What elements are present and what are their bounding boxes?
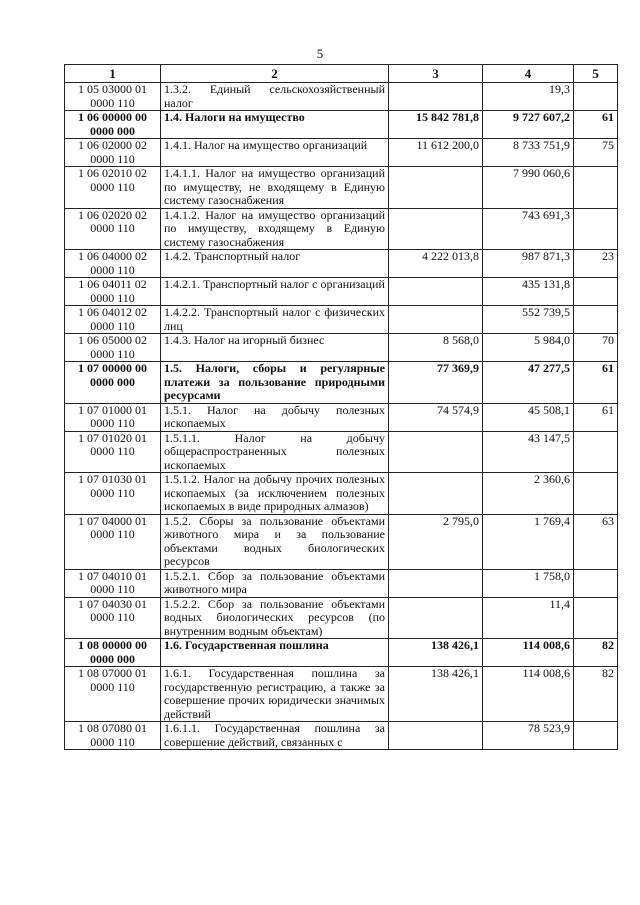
row-fact-value: 114 008,6 [483, 639, 574, 667]
row-percent [574, 722, 618, 750]
row-code: 1 05 03000 01 0000 110 [65, 83, 161, 111]
col-header-4: 4 [483, 65, 574, 83]
row-percent: 82 [574, 639, 618, 667]
row-name: 1.5.1. Налог на добычу полезных ископаемых [161, 403, 389, 431]
row-code: 1 06 04000 02 0000 110 [65, 250, 161, 278]
row-plan-value: 74 574,9 [389, 403, 483, 431]
row-name: 1.4.2.1. Транспортный налог с организаций [161, 278, 389, 306]
table-row [65, 167, 618, 209]
row-name: 1.5.2. Сборы за пользование объектами животного мира и за пользование объектами водных биологических ресурсов [161, 514, 389, 569]
table-row [65, 83, 618, 111]
table-row [65, 722, 618, 750]
table-row [65, 139, 618, 167]
row-percent [574, 278, 618, 306]
row-fact-value: 19,3 [483, 83, 574, 111]
row-name: 1.4.1.2. Налог на имущество организаций по имуществу, входящему в Единую систему газоснабжения [161, 208, 389, 250]
row-percent: 70 [574, 334, 618, 362]
row-code: 1 06 00000 00 0000 000 [65, 111, 161, 139]
table-row [65, 334, 618, 362]
row-percent [574, 431, 618, 473]
row-fact-value: 11,4 [483, 597, 574, 639]
row-percent: 61 [574, 403, 618, 431]
row-name: 1.5.1.1. Налог на добычу общераспространенных полезных ископаемых [161, 431, 389, 473]
row-plan-value [389, 431, 483, 473]
table-row [65, 514, 618, 569]
row-fact-value: 7 990 060,6 [483, 167, 574, 209]
row-name: 1.5.2.2. Сбор за пользование объектами водных биологических ресурсов (по внутренним водным объектам) [161, 597, 389, 639]
row-percent [574, 167, 618, 209]
row-fact-value: 43 147,5 [483, 431, 574, 473]
row-percent: 61 [574, 111, 618, 139]
col-header-1: 1 [65, 65, 161, 83]
row-code: 1 06 02010 02 0000 110 [65, 167, 161, 209]
table-row [65, 569, 618, 597]
row-code: 1 07 04030 01 0000 110 [65, 597, 161, 639]
table-row [65, 403, 618, 431]
row-fact-value: 47 277,5 [483, 362, 574, 404]
table-row [65, 278, 618, 306]
row-fact-value: 743 691,3 [483, 208, 574, 250]
row-plan-value [389, 722, 483, 750]
row-percent [574, 597, 618, 639]
row-name: 1.6. Государственная пошлина [161, 639, 389, 667]
table-row [65, 250, 618, 278]
table-row [65, 208, 618, 250]
row-fact-value: 114 008,6 [483, 667, 574, 722]
row-plan-value [389, 208, 483, 250]
row-plan-value [389, 278, 483, 306]
row-fact-value: 9 727 607,2 [483, 111, 574, 139]
col-header-5: 5 [574, 65, 618, 83]
row-fact-value: 435 131,8 [483, 278, 574, 306]
row-name: 1.4.1.1. Налог на имущество организаций по имуществу, не входящему в Единую систему газоснабжения [161, 167, 389, 209]
row-fact-value: 1 758,0 [483, 569, 574, 597]
row-code: 1 07 00000 00 0000 000 [65, 362, 161, 404]
row-code: 1 07 01020 01 0000 110 [65, 431, 161, 473]
row-code: 1 07 04000 01 0000 110 [65, 514, 161, 569]
row-name: 1.5.2.1. Сбор за пользование объектами животного мира [161, 569, 389, 597]
row-plan-value: 2 795,0 [389, 514, 483, 569]
table-row [65, 473, 618, 515]
row-plan-value [389, 597, 483, 639]
row-name: 1.4. Налоги на имущество [161, 111, 389, 139]
row-name: 1.6.1. Государственная пошлина за государственную регистрацию, а также за совершение прочих юридически значимых действий [161, 667, 389, 722]
header-row [65, 65, 618, 83]
row-code: 1 08 07080 01 0000 110 [65, 722, 161, 750]
row-plan-value: 77 369,9 [389, 362, 483, 404]
row-plan-value: 4 222 013,8 [389, 250, 483, 278]
row-plan-value: 138 426,1 [389, 639, 483, 667]
row-code: 1 06 04012 02 0000 110 [65, 306, 161, 334]
row-fact-value: 2 360,6 [483, 473, 574, 515]
row-plan-value: 15 842 781,8 [389, 111, 483, 139]
row-fact-value: 987 871,3 [483, 250, 574, 278]
row-code: 1 07 04010 01 0000 110 [65, 569, 161, 597]
row-fact-value: 5 984,0 [483, 334, 574, 362]
row-name: 1.4.1. Налог на имущество организаций [161, 139, 389, 167]
table-row [65, 639, 618, 667]
row-percent [574, 569, 618, 597]
row-plan-value [389, 306, 483, 334]
row-percent: 75 [574, 139, 618, 167]
table-body [65, 83, 618, 750]
row-code: 1 06 02020 02 0000 110 [65, 208, 161, 250]
row-name: 1.6.1.1. Государственная пошлина за совершение действий, связанных с [161, 722, 389, 750]
row-percent: 61 [574, 362, 618, 404]
row-plan-value [389, 473, 483, 515]
row-percent: 82 [574, 667, 618, 722]
row-code: 1 07 01030 01 0000 110 [65, 473, 161, 515]
table-row [65, 306, 618, 334]
row-plan-value: 8 568,0 [389, 334, 483, 362]
row-code: 1 06 05000 02 0000 110 [65, 334, 161, 362]
row-percent [574, 473, 618, 515]
row-plan-value: 11 612 200,0 [389, 139, 483, 167]
table-row [65, 431, 618, 473]
row-percent [574, 306, 618, 334]
revenue-table [64, 64, 618, 750]
row-name: 1.5. Налоги, сборы и регулярные платежи за пользование природными ресурсами [161, 362, 389, 404]
table-row [65, 667, 618, 722]
col-header-2: 2 [161, 65, 389, 83]
row-fact-value: 78 523,9 [483, 722, 574, 750]
row-percent [574, 83, 618, 111]
row-fact-value: 1 769,4 [483, 514, 574, 569]
table-row [65, 597, 618, 639]
row-name: 1.4.2.2. Транспортный налог с физических лиц [161, 306, 389, 334]
row-fact-value: 552 739,5 [483, 306, 574, 334]
col-header-3: 3 [389, 65, 483, 83]
table-row [65, 111, 618, 139]
row-name: 1.5.1.2. Налог на добычу прочих полезных ископаемых (за исключением полезных ископаемых в виде природных алмазов) [161, 473, 389, 515]
row-code: 1 06 04011 02 0000 110 [65, 278, 161, 306]
row-percent [574, 208, 618, 250]
row-plan-value [389, 569, 483, 597]
row-plan-value [389, 83, 483, 111]
row-code: 1 08 07000 01 0000 110 [65, 667, 161, 722]
row-percent: 63 [574, 514, 618, 569]
table-row [65, 362, 618, 404]
row-plan-value: 138 426,1 [389, 667, 483, 722]
row-code: 1 07 01000 01 0000 110 [65, 403, 161, 431]
row-name: 1.4.3. Налог на игорный бизнес [161, 334, 389, 362]
row-name: 1.4.2. Транспортный налог [161, 250, 389, 278]
row-fact-value: 45 508,1 [483, 403, 574, 431]
row-percent: 23 [574, 250, 618, 278]
row-code: 1 06 02000 02 0000 110 [65, 139, 161, 167]
row-name: 1.3.2. Единый сельскохозяйственный налог [161, 83, 389, 111]
row-code: 1 08 00000 00 0000 000 [65, 639, 161, 667]
page-number: 5 [316, 46, 324, 61]
row-fact-value: 8 733 751,9 [483, 139, 574, 167]
row-plan-value [389, 167, 483, 209]
